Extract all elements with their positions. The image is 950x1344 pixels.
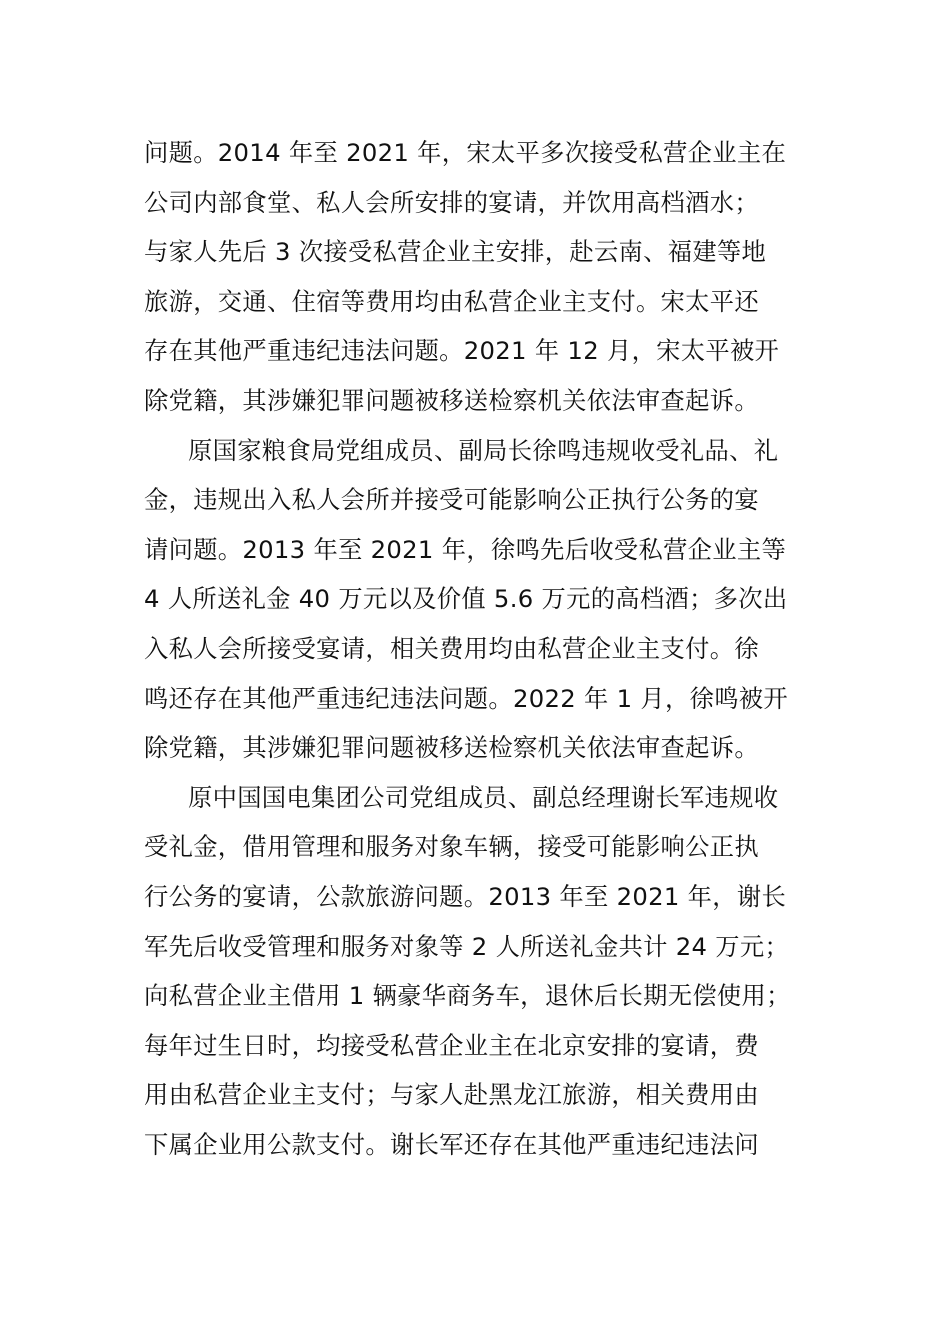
body-text xyxy=(144,128,806,1169)
text-line: 鸣还存在其他严重违纪违法问题。2022 年 1 月，徐鸣被开 xyxy=(144,683,788,713)
text-line: 用由私营企业主支付；与家人赴黑龙江旅游，相关费用由 xyxy=(144,1080,759,1110)
text-line: 军先后收受管理和服务对象等 2 人所送礼金共计 24 万元； xyxy=(144,931,790,961)
text-line: 存在其他严重违纪违法问题。2021 年 12 月，宋太平被开 xyxy=(144,336,780,366)
text-line: 公司内部食堂、私人会所安排的宴请，并饮用高档酒水； xyxy=(144,187,759,217)
text-line: 金，违规出入私人会所并接受可能影响公正执行公务的宴 xyxy=(144,485,759,515)
text-line: 除党籍，其涉嫌犯罪问题被移送检察机关依法审查起诉。 xyxy=(144,385,759,415)
text-line: 入私人会所接受宴请，相关费用均由私营企业主支付。徐 xyxy=(144,633,759,663)
text-line: 下属企业用公款支付。谢长军还存在其他严重违纪违法问 xyxy=(144,1129,759,1159)
text-line: 每年过生日时，均接受私营企业主在北京安排的宴请，费 xyxy=(144,1030,759,1060)
text-line: 旅游，交通、住宿等费用均由私营企业主支付。宋太平还 xyxy=(144,286,759,316)
text-line: 除党籍，其涉嫌犯罪问题被移送检察机关依法审查起诉。 xyxy=(144,733,759,763)
text-line: 受礼金，借用管理和服务对象车辆，接受可能影响公正执 xyxy=(144,832,759,862)
text-line: 向私营企业主借用 1 辆豪华商务车，退休后长期无偿使用； xyxy=(144,981,791,1011)
text-line: 问题。2014 年至 2021 年，宋太平多次接受私营企业主在 xyxy=(144,138,787,167)
text-line: 请问题。2013 年至 2021 年，徐鸣先后收受私营企业主等 xyxy=(144,534,787,564)
text-line: 与家人先后 3 次接受私营企业主安排，赴云南、福建等地 xyxy=(144,237,767,267)
text-line: 4 人所送礼金 40 万元以及价值 5.6 万元的高档酒；多次出 xyxy=(144,584,788,614)
text-line: 行公务的宴请，公款旅游问题。2013 年至 2021 年，谢长 xyxy=(144,881,787,911)
paragraph-start-line: 原国家粮食局党组成员、副局长徐鸣违规收受礼品、礼 xyxy=(188,435,779,465)
paragraph-start-line: 原中国国电集团公司党组成员、副总经理谢长军违规收 xyxy=(188,782,779,812)
